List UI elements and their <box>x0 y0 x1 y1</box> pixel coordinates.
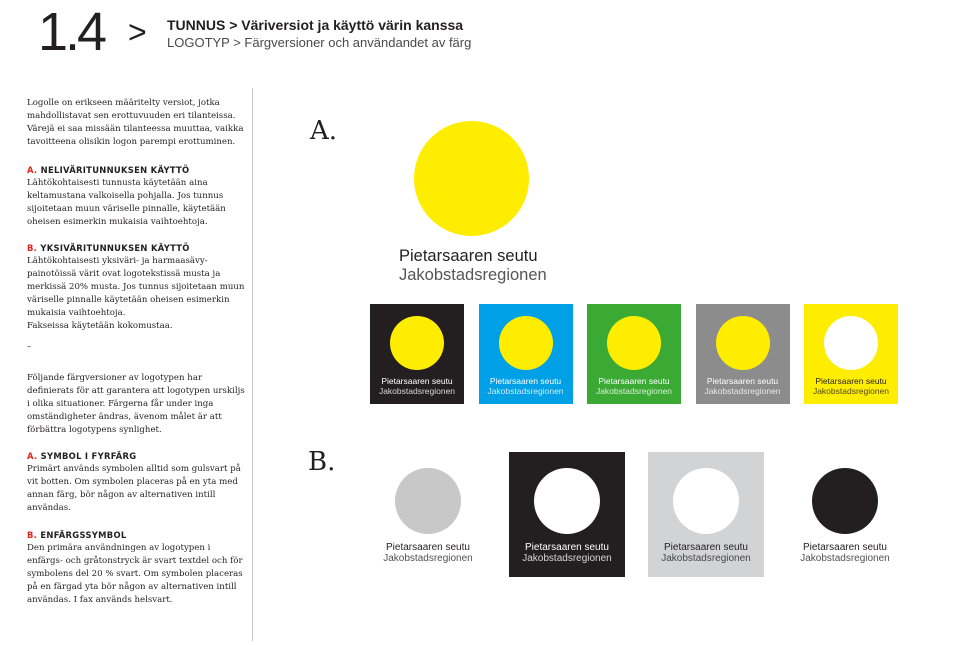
logo-variant-tile <box>370 452 486 577</box>
logo-line1: Pietarsaaren seutu <box>525 542 609 553</box>
heading-text: YKSIVÄRITUNNUKSEN KÄYTTÖ <box>40 243 190 253</box>
finnish-section-b-fax: Fakseissa käytetään kokomustaa. <box>27 321 173 331</box>
logo-line2: Jakobstadsregionen <box>661 553 751 564</box>
logo-circle <box>824 316 878 370</box>
finnish-section-a-heading <box>27 164 245 177</box>
logo-variant-tile <box>787 452 903 577</box>
logo-variant-tile <box>479 304 573 404</box>
logo-line1: Pietarsaaren seutu <box>381 376 453 386</box>
page-subtitle: LOGOTYP > Färgversioner och användandet av färg <box>167 35 472 50</box>
section-letter: B. <box>27 243 38 253</box>
logo-variant-tile <box>370 304 464 404</box>
section-letter: A. <box>27 165 38 175</box>
finnish-intro <box>27 97 245 149</box>
header-arrow: > <box>128 14 147 50</box>
primary-logo-line1: Pietarsaaren seutu <box>399 247 538 265</box>
column-divider <box>252 88 253 641</box>
logo-circle <box>673 468 739 534</box>
finnish-intro-text: Logolle on erikseen määritelty versiot, jotka mahdollistavat sen erottuvuuden eri tilanteissa. Värejä ei saa missään tilanteessa muuttaa, vaikka tavoitteena olisikin logon parempi erottuminen. <box>27 98 244 147</box>
logo-variant-tile <box>648 452 764 577</box>
swedish-section-b-heading <box>27 529 245 542</box>
logo-variant-tile <box>804 304 898 404</box>
logo-circle <box>534 468 600 534</box>
logo-line1: Pietarsaaren seutu <box>815 376 887 386</box>
section-letter: B. <box>27 530 38 540</box>
swedish-intro-text: Följande färgversioner av logotypen har definierats för att garantera att logotypen urskiljs i olika situationer. Färgerna får under inga omständigheter ändras, ävenom målet är att förbättra logotypens synlighet. <box>27 373 245 435</box>
logo-line1: Pietarsaaren seutu <box>386 542 470 553</box>
primary-logo-line2: Jakobstadsregionen <box>399 266 547 284</box>
heading-text: SYMBOL I FYRFÄRG <box>40 451 137 461</box>
swedish-section-b <box>27 529 245 607</box>
logo-circle <box>499 316 553 370</box>
logo-line2: Jakobstadsregionen <box>812 386 890 396</box>
logo-line2: Jakobstadsregionen <box>487 386 564 396</box>
example-label-a: A. <box>310 116 338 146</box>
logo-line2: Jakobstadsregionen <box>595 386 673 396</box>
logo-line1: Pietarsaaren seutu <box>803 542 887 553</box>
separator-dash: – <box>27 342 32 352</box>
finnish-section-b-body: Lähtökohtaisesti yksiväri- ja harmaasävy- painotöissä värit ovat logotekstissä musta ja merkissä 20% musta. Jos tunnus sijoitetaan muun väriselle pinnalle käytetään oheisen esimerkin mukaisia vaihtoehtoja. <box>27 256 245 318</box>
finnish-section-a <box>27 164 245 229</box>
logo-circle <box>390 316 444 370</box>
logo-line1: Pietarsaaren seutu <box>664 542 748 553</box>
swedish-section-a-heading <box>27 450 245 463</box>
swedish-section-a-body: Primärt används symbolen alltid som gulsvart på vit botten. Om symbolen placeras på en yta med annan färg, bör någon av alternativen intill användas. <box>27 464 241 513</box>
swedish-section-a <box>27 450 245 515</box>
page-title: TUNNUS > Väriversiot ja käyttö värin kanssa <box>167 17 464 33</box>
logo-line1: Pietarsaaren seutu <box>598 376 670 386</box>
section-letter: A. <box>27 451 38 461</box>
logo-line2: Jakobstadsregionen <box>383 553 473 564</box>
swedish-section-b-body: Den primära användningen av logotypen i enfärgs- och gråtonstryck är svart textdel och för symbolens del 20 % svart. Om symbolen placeras på en färgad yta bör någon av alternativen intill användas. I fax används helsvart. <box>27 543 243 605</box>
logo-circle <box>716 316 770 370</box>
logo-line2: Jakobstadsregionen <box>378 386 456 396</box>
primary-logo-circle <box>414 121 529 236</box>
finnish-section-b <box>27 242 245 333</box>
logo-line1: Pietarsaaren seutu <box>706 376 779 386</box>
heading-text: NELIVÄRITUNNUKSEN KÄYTTÖ <box>40 165 190 175</box>
logo-variant-tile <box>587 304 681 404</box>
example-label-b: B. <box>308 447 336 477</box>
logo-variant-tile <box>509 452 625 577</box>
logo-variant-tile <box>696 304 790 404</box>
finnish-section-b-heading <box>27 242 245 255</box>
finnish-section-a-body: Lähtökohtaisesti tunnusta käytetään aina keltamustana valkoisella pohjalla. Jos tunnus sijoitetaan muun väriselle pinnalle, käytetään oheisen esimerkin mukaisia vaihtoehtoja. <box>27 178 226 227</box>
logo-line2: Jakobstadsregionen <box>800 553 890 564</box>
logo-circle <box>812 468 878 534</box>
section-number: 1.4 <box>38 2 105 62</box>
heading-text: ENFÄRGSSYMBOL <box>40 530 127 540</box>
logo-circle <box>607 316 661 370</box>
logo-line2: Jakobstadsregionen <box>704 386 781 396</box>
swedish-intro <box>27 372 245 437</box>
logo-line2: Jakobstadsregionen <box>522 553 612 564</box>
logo-circle <box>395 468 461 534</box>
logo-line1: Pietarsaaren seutu <box>489 376 562 386</box>
